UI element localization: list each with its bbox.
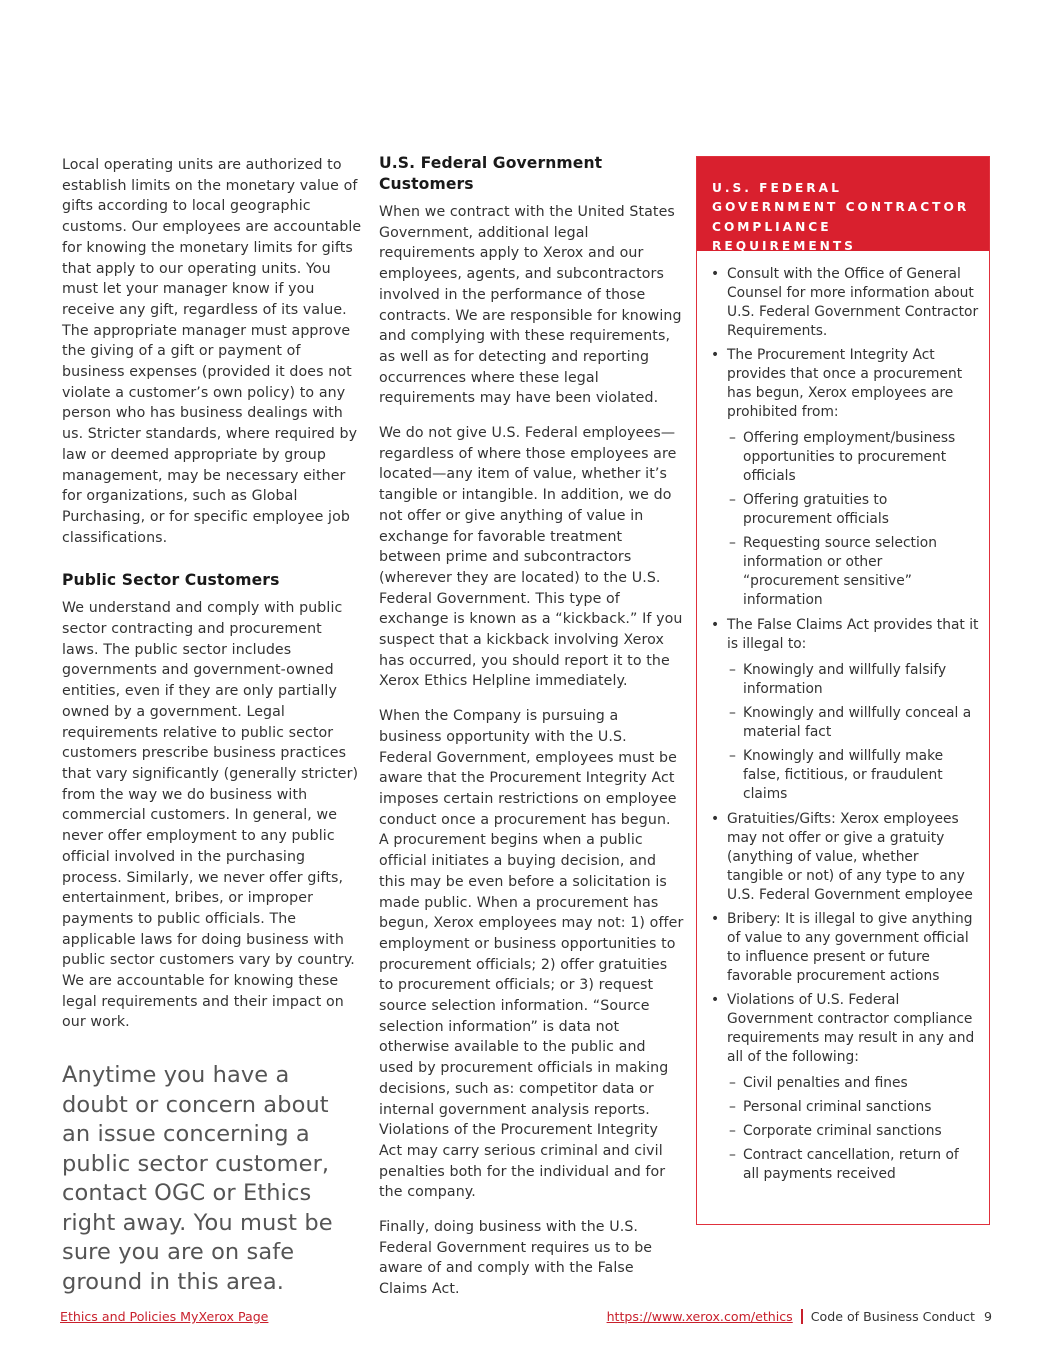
compliance-sidebar: [696, 156, 990, 1225]
public-sector-heading: Public Sector Customers: [62, 571, 280, 590]
sidebar-sublist: [727, 429, 979, 610]
sidebar-subitem: – Personal criminal sanctions: [743, 1098, 979, 1117]
sidebar-subitem: – Requesting source selection information or other “procurement sensitive” information: [743, 534, 979, 610]
sidebar-subitem: – Knowingly and willfully conceal a material fact: [743, 704, 979, 742]
sidebar-list-item: [727, 346, 979, 610]
sidebar-item-text: Consult with the Office of General Counsel for more information about U.S. Federal Government Contractor Requirements.: [727, 266, 979, 339]
sidebar-item-text: Gratuities/Gifts: Xerox employees may not offer or give a gratuity (anything of value, whether tangible or not) of any type to any U.S. Federal Government employee: [727, 811, 973, 903]
sidebar-item-text: Violations of U.S. Federal Government contractor compliance requirements may result in any and all of the following:: [727, 992, 975, 1065]
public-sector-paragraph: We understand and comply with public sector contracting and procurement laws. The public sector includes governments and government-owned entities, even if they are only partially owned by a government. Legal requirements relative to public sector customers prescribe business practices that vary significantly (generally stricter) from the way we do business with commercial customers. In general, we never offer employment to any public official involved in the purchasing process. Similarly, we never offer gifts, entertainment, bribes, or improper payments to public officials. The applicable laws for doing business with public sector customers vary by country. We are accountable for knowing these legal requirements and their impact on our work.: [62, 600, 359, 1031]
sidebar-title: U.S. FEDERAL GOVERNMENT CONTRACTOR COMPLIANCE REQUIREMENTS: [697, 157, 989, 251]
sidebar-subitem: – Knowingly and willfully falsify information: [743, 661, 979, 699]
sidebar-item-text: The False Claims Act provides that it is illegal to:: [727, 617, 979, 652]
footer-divider: [801, 1309, 803, 1324]
sidebar-subitem: – Offering gratuities to procurement officials: [743, 491, 979, 529]
sidebar-subitem: – Contract cancellation, return of all payments received: [743, 1146, 979, 1184]
sidebar-subitem: – Offering employment/business opportunities to procurement officials: [743, 429, 979, 486]
sidebar-list-item: [727, 910, 979, 986]
federal-paragraph-1: When we contract with the United States Government, additional legal requirements apply to Xerox and our employees, agents, and subcontractors involved in the performance of those contracts. We are responsible for knowing and complying with these requirements, as well as for detecting and reporting occurrences where these legal requirements may have been violated.: [379, 204, 682, 407]
ethics-url-link[interactable]: https://www.xerox.com/ethics: [606, 1309, 793, 1324]
federal-paragraph-4: Finally, doing business with the U.S. Federal Government requires us to be aware of and comply with the False Claims Act.: [379, 1219, 653, 1298]
page-number: 9: [983, 1309, 992, 1324]
sidebar-sublist: [727, 1074, 979, 1184]
sidebar-list-item: [727, 265, 979, 341]
sidebar-list: [697, 251, 989, 1184]
footer-right: [607, 1309, 992, 1324]
sidebar-list-item: [727, 810, 979, 905]
sidebar-item-text: Bribery: It is illegal to give anything of value to any government official to influence present or future favorable procurement actions: [727, 911, 973, 984]
gifts-paragraph: Local operating units are authorized to establish limits on the monetary value of gifts according to local geographic customs. Our employees are accountable for knowing the monetary limits for gifts that apply to our operating units. You must let your manager know if you receive any gift, regardless of its value. The appropriate manager must approve the giving of a gift or payment of business expenses (provided it does not violate a customer’s own policy) to any person who has business dealings with us. Stricter standards, where required by law or deemed appropriate by group management, may be necessary either for organizations, such as Global Purchasing, or for specific employee job classifications.: [62, 157, 362, 546]
footer-doc-title: Code of Business Conduct: [810, 1309, 975, 1324]
sidebar-sublist: [727, 661, 979, 804]
sidebar-subitem: – Corporate criminal sanctions: [743, 1122, 979, 1141]
federal-paragraph-3: When the Company is pursuing a business opportunity with the U.S. Federal Government, employees must be aware that the Procurement Integrity Act imposes certain restrictions on employee conduct once a procurement has begun. A procurement begins when a public official initiates a buying decision, and this may be even before a solicitation is made public. When a procurement has begun, Xerox employees may not: 1) offer employment or business opportunities to procurement officials; 2) offer gratuities to procurement officials; or 3) request source selection information. “Source selection information” is data not otherwise available to the public and used by procurement officials in making decisions, such as: competitor data or internal government analysis reports. Violations of the Procurement Integrity Act may carry serious criminal and civil penalties both for the individual and for the company.: [379, 708, 684, 1201]
sidebar-list-item: [727, 991, 979, 1184]
sidebar-item-text: The Procurement Integrity Act provides that once a procurement has begun, Xerox employees are prohibited from:: [727, 347, 963, 420]
left-column: [62, 155, 362, 1297]
federal-customers-heading: U.S. Federal Government Customers: [379, 154, 603, 193]
sidebar-subitem: – Civil penalties and fines: [743, 1074, 979, 1093]
sidebar-subitem: – Knowingly and willfully make false, fictitious, or fraudulent claims: [743, 747, 979, 804]
middle-column: [379, 153, 684, 1300]
sidebar-list-item: [727, 616, 979, 804]
pull-quote: Anytime you have a doubt or concern about an issue concerning a public sector customer, contact OGC or Ethics right away. You must be sure you are on safe ground in this area.: [62, 1062, 333, 1295]
federal-paragraph-2: We do not give U.S. Federal employees—regardless of where those employees are located—any item of value, whether it’s tangible or intangible. In addition, we do not offer or give anything of value in exchange for favorable treatment between prime and subcontractors (wherever they are located) to the U.S. Federal Government. This type of exchange is known as a “kickback.” If you suspect that a kickback involving Xerox has occurred, you should report it to the Xerox Ethics Helpline immediately.: [379, 425, 683, 690]
ethics-policies-link[interactable]: Ethics and Policies MyXerox Page: [60, 1309, 269, 1324]
